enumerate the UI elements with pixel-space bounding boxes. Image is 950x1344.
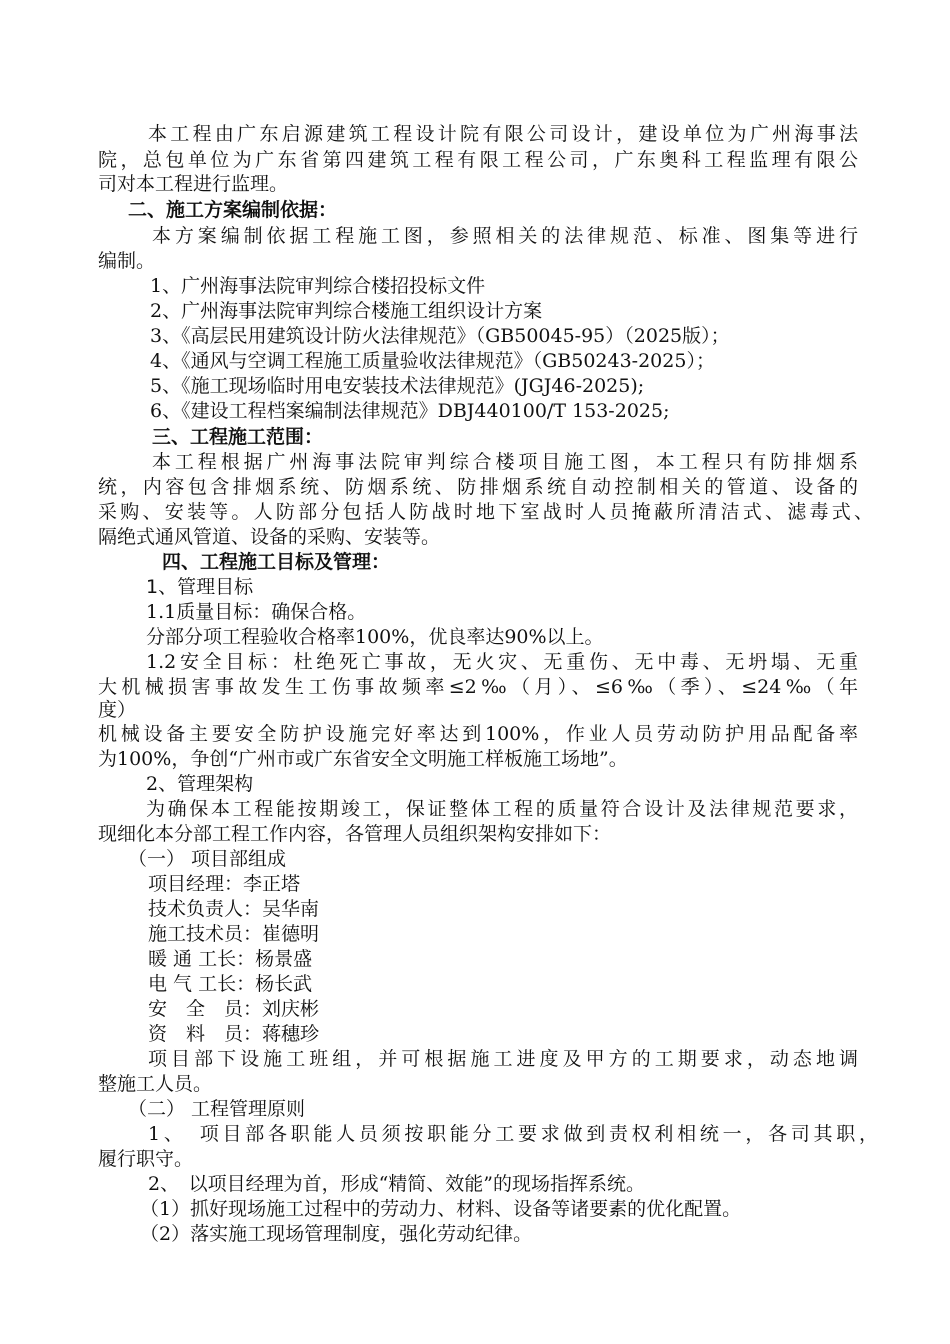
section-4-heading: 四、工程施工目标及管理： [162, 551, 391, 573]
equipment-line-1: 机械设备主要安全防护设施完好率达到100%，作业人员劳动防护用品配备率 [98, 723, 858, 745]
section-3-para-line-1: 本工程根据广州海事法院审判综合楼项目施工图，本工程只有防排烟系 [152, 451, 858, 473]
structure-para-line-1: 为确保本工程能按期竣工，保证整体工程的质量符合设计及法律规范要求， [146, 798, 858, 820]
reference-item: 1、广州海事法院审判综合楼招投标文件 [150, 275, 486, 297]
intro-line-3: 司对本工程进行监理。 [98, 173, 289, 195]
principle-1-line-1: 1、 项目部各职能人员须按职能分工要求做到责权利相统一，各司其职， [148, 1123, 878, 1145]
section-2-heading: 二、施工方案编制依据： [128, 199, 338, 221]
staff-entry: 资 料 员：蒋穗珍 [148, 1023, 320, 1045]
reference-item: 2、广州海事法院审判综合楼施工组织设计方案 [150, 300, 543, 322]
staff-entry: 技术负责人：吴华南 [148, 898, 320, 920]
equipment-line-2: 为100%，争创“广州市或广东省安全文明施工样板施工场地”。 [98, 748, 628, 770]
section-3-para-line-2: 统，内容包含排烟系统、防烟系统、防排烟系统自动控制相关的管道、设备的 [98, 476, 858, 498]
quality-target: 1.1质量目标：确保合格。 [146, 601, 367, 623]
management-principles-heading: （二） 工程管理原则 [128, 1098, 306, 1120]
safety-target-line-2: 大机械损害事故发生工伤事故频率≤2‰（月）、≤6‰（季）、≤24‰（年 [98, 676, 858, 698]
principle-2-item-1: （1）抓好现场施工过程中的劳动力、材料、设备等诸要素的优化配置。 [140, 1198, 742, 1220]
staff-entry: 施工技术员：崔德明 [148, 923, 320, 945]
team-para-line-1: 项目部下设施工班组，并可根据施工进度及甲方的工期要求，动态地调 [148, 1048, 858, 1070]
safety-target-line-3: 度） [98, 699, 137, 721]
staff-entry: 项目经理：李正塔 [148, 873, 301, 895]
team-para-line-2: 整施工人员。 [98, 1073, 213, 1095]
reference-item: 6、《建设工程档案编制法律规范》DBJ440100/T 153-2025; [150, 400, 670, 422]
project-team-heading: （一） 项目部组成 [128, 848, 287, 870]
intro-line-1: 本工程由广东启源建筑工程设计院有限公司设计，建设单位为广州海事法 [148, 123, 858, 145]
acceptance-rate: 分部分项工程验收合格率100%，优良率达90%以上。 [146, 626, 604, 648]
staff-entry: 安 全 员：刘庆彬 [148, 998, 320, 1020]
section-3-heading: 三、工程施工范围： [152, 426, 324, 448]
principle-1-line-2: 履行职守。 [98, 1148, 194, 1170]
section-2-para-line-1: 本方案编制依据工程施工图，参照相关的法律规范、标准、图集等进行 [152, 225, 858, 247]
management-structure-heading: 2、管理架构 [146, 773, 254, 795]
staff-entry: 电 气 工长：杨长武 [148, 973, 313, 995]
principle-2-item-2: （2）落实施工现场管理制度，强化劳动纪律。 [140, 1223, 533, 1245]
intro-line-2: 院，总包单位为广东省第四建筑工程有限工程公司，广东奥科工程监理有限公 [98, 149, 858, 171]
staff-entry: 暖 通 工长：杨景盛 [148, 948, 313, 970]
reference-item: 3、《高层民用建筑设计防火法律规范》（GB50045-95）（2025版）； [150, 325, 730, 347]
section-3-para-line-4: 隔绝式通风管道、设备的采购、安装等。 [98, 526, 441, 548]
section-2-para-line-2: 编制。 [98, 250, 156, 272]
principle-2: 2、 以项目经理为首，形成“精简、效能”的现场指挥系统。 [148, 1173, 646, 1195]
management-goal-heading: 1、管理目标 [146, 576, 254, 598]
safety-target-line-1: 1.2安全目标：杜绝死亡事故，无火灾、无重伤、无中毒、无坍塌、无重 [146, 651, 858, 673]
reference-item: 4、《通风与空调工程施工质量验收法律规范》（GB50243-2025）； [150, 350, 715, 372]
section-3-para-line-3: 采购、安装等。人防部分包括人防战时地下室战时人员掩蔽所清洁式、滤毒式、 [98, 501, 873, 523]
structure-para-line-2: 现细化本分部工程工作内容，各管理人员组织架构安排如下： [98, 823, 612, 845]
reference-item: 5、《施工现场临时用电安装技术法律规范》(JGJ46-2025); [150, 375, 645, 397]
